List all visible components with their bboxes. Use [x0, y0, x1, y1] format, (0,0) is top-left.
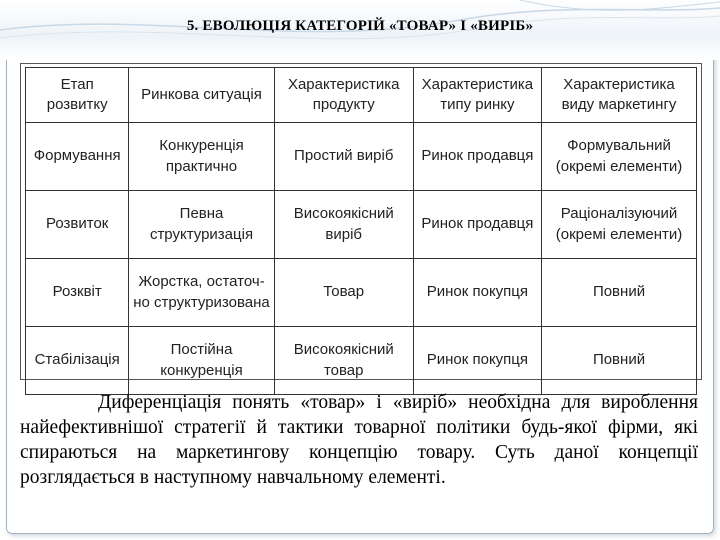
table-cell: Повний — [542, 327, 697, 395]
page-title: 5. ЕВОЛЮЦІЯ КАТЕГОРІЙ «ТОВАР» І «ВИРІБ» — [186, 18, 534, 34]
table-cell: Високоякісний виріб — [274, 191, 413, 259]
table-cell: Ринок продавця — [413, 123, 541, 191]
header-cell: Ринкова ситуація — [129, 68, 274, 123]
table-cell: Ринок продавця — [413, 191, 541, 259]
table-cell: Формувальний (окремі елементи) — [542, 123, 697, 191]
table-frame — [20, 63, 702, 380]
table-cell: Повний — [542, 259, 697, 327]
table-cell: Раціоналізуючий (окремі елементи) — [542, 191, 697, 259]
table-cell: Формування — [26, 123, 129, 191]
evolution-table — [25, 67, 697, 395]
table-cell: Жорстка, остаточ- но структуризована — [129, 259, 274, 327]
table-cell: Стабілізація — [26, 327, 129, 395]
table-cell: Конкуренція практично — [129, 123, 274, 191]
table-cell: Певна структуризація — [129, 191, 274, 259]
table-cell: Товар — [274, 259, 413, 327]
body-paragraph: Диференціація понять «товар» і «виріб» необхідна для вироблення найефективнішої стратегії й тактики товарної політики будь-якої фірми, які спираються на маркетингову концепцію товару. Суть даної концепції розглядається в наступному навчальному елементі. — [20, 392, 698, 488]
table-cell: Високоякісний товар — [274, 327, 413, 395]
header-cell: Характеристика виду маркетингу — [542, 68, 697, 123]
table-cell: Розвиток — [26, 191, 129, 259]
table-row — [26, 327, 697, 395]
table-cell: Ринок покупця — [413, 327, 541, 395]
table-cell: Постійна конкуренція — [129, 327, 274, 395]
table-header-row — [26, 68, 697, 123]
table-cell: Розквіт — [26, 259, 129, 327]
table-cell: Простий виріб — [274, 123, 413, 191]
header-cell: Етап розвитку — [26, 68, 129, 123]
table-row — [26, 191, 697, 259]
table-row — [26, 123, 697, 191]
table-row — [26, 259, 697, 327]
header-cell: Характеристика типу ринку — [413, 68, 541, 123]
table-cell: Ринок покупця — [413, 259, 541, 327]
header-cell: Характеристика продукту — [274, 68, 413, 123]
